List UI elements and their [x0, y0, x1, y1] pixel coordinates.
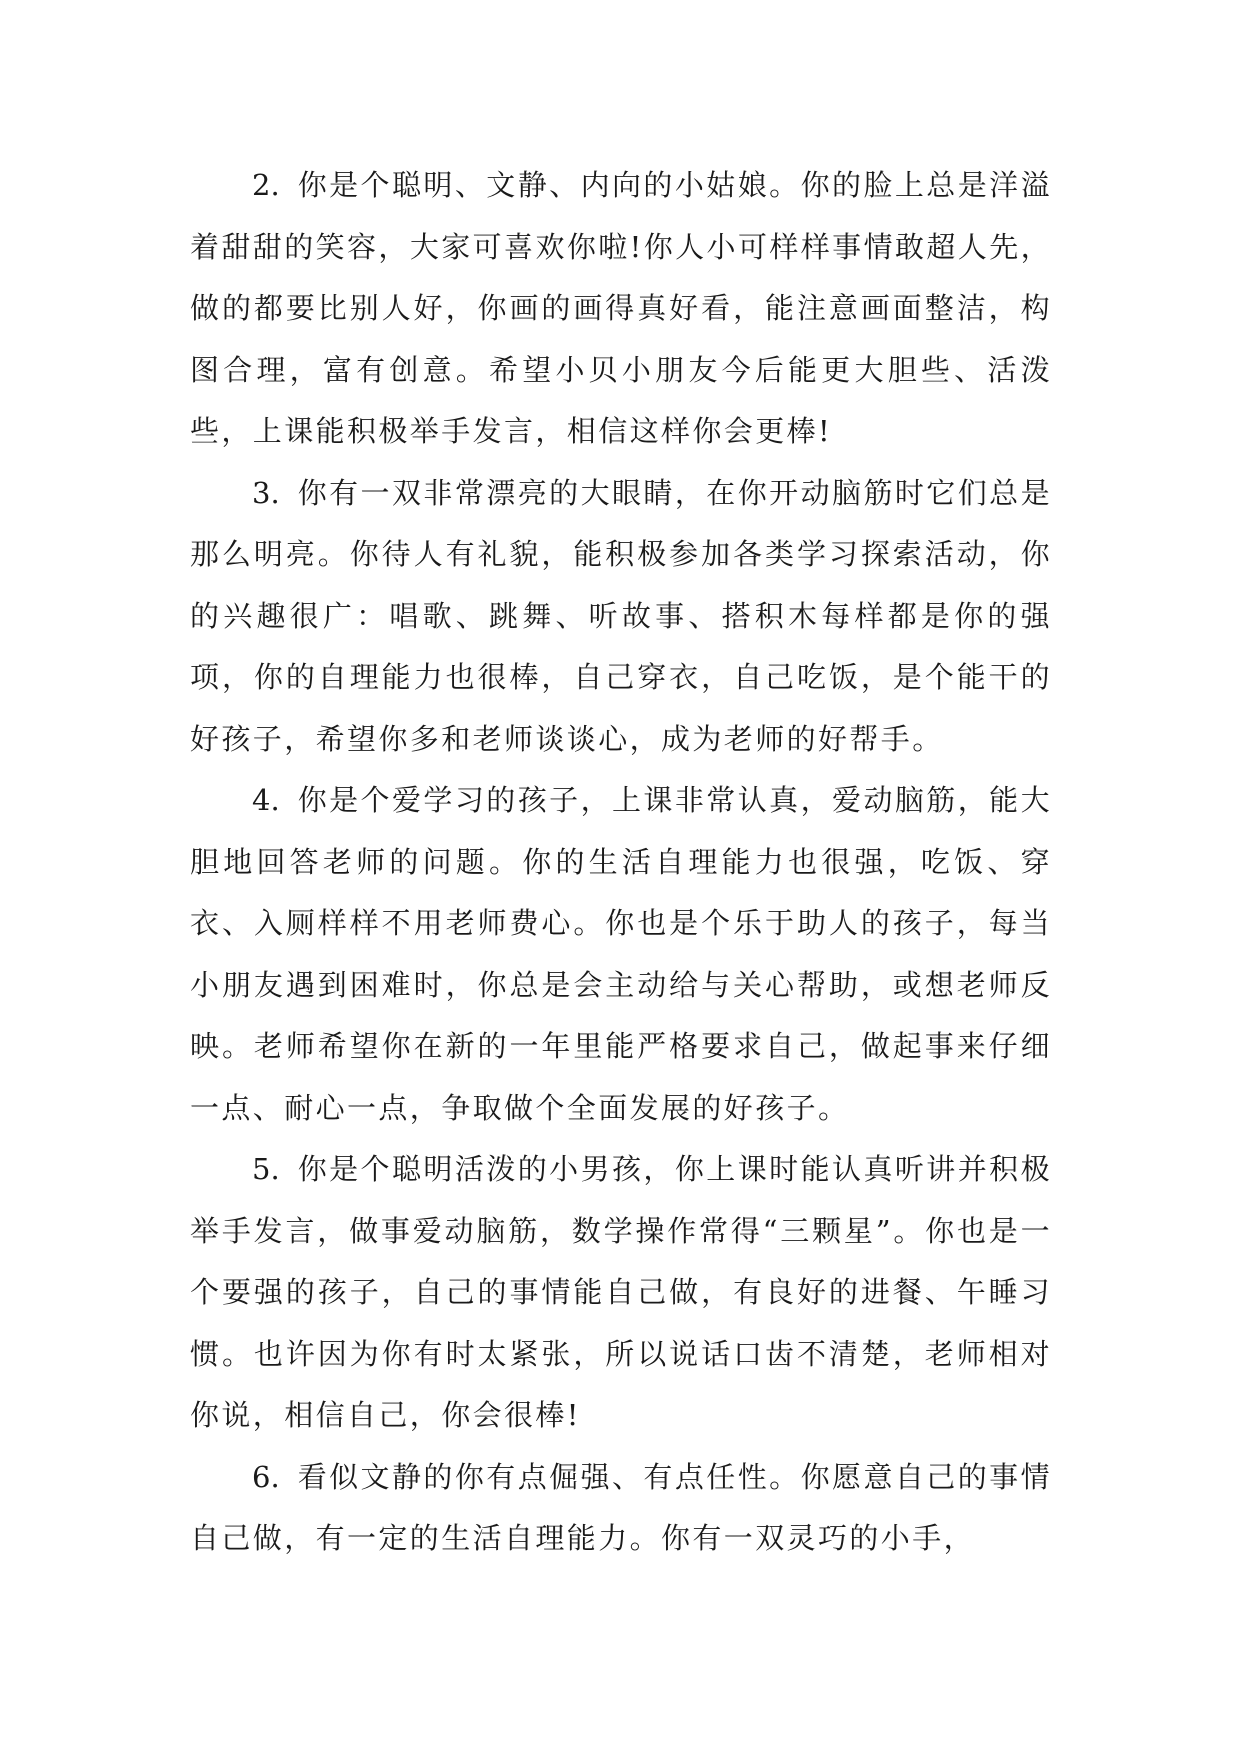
paragraph-text: 你是个聪明、文静、内向的小姑娘。你的脸上总是洋溢着甜甜的笑容，大家可喜欢你啦!你人小可样样事情敢超人先，做的都要比别人好，你画的画得真好看，能注意画面整洁，构图合理，富有创意。希望小贝小朋友今后能更大胆些、活泼些，上课能积极举手发言，相信这样你会更棒! [190, 168, 1052, 448]
paragraph-text: 你是个聪明活泼的小男孩，你上课时能认真听讲并积极举手发言，做事爱动脑筋，数学操作常得“三颗星”。你也是一个要强的孩子，自己的事情能自己做，有良好的进餐、午睡习惯。也许因为你有时太紧张，所以说话口齿不清楚，老师相对你说，相信自己，你会很棒! [190, 1152, 1052, 1432]
paragraph-4 [190, 770, 1052, 1139]
paragraph-6 [190, 1447, 1052, 1570]
paragraph-text: 你有一双非常漂亮的大眼睛，在你开动脑筋时它们总是那么明亮。你待人有礼貌，能积极参加各类学习探索活动，你的兴趣很广：唱歌、跳舞、听故事、搭积木每样都是你的强项，你的自理能力也很棒，自己穿衣，自己吃饭，是个能干的好孩子，希望你多和老师谈谈心，成为老师的好帮手。 [190, 475, 1052, 756]
paragraph-3 [190, 463, 1052, 771]
document-body [190, 155, 1052, 1570]
paragraph-number: 6. [252, 1459, 280, 1494]
paragraph-number: 4. [252, 783, 280, 817]
paragraph-text: 你是个爱学习的孩子，上课非常认真，爱动脑筋，能大胆地回答老师的问题。你的生活自理能力也很强，吃饭、穿衣、入厕样样不用老师费心。你也是个乐于助人的孩子，每当小朋友遇到困难时，你总是会主动给与关心帮助，或想老师反映。老师希望你在新的一年里能严格要求自己，做起事来仔细一点、耐心一点，争取做个全面发展的好孩子。 [190, 783, 1052, 1125]
paragraph-2 [190, 155, 1052, 463]
paragraph-number: 3. [252, 475, 280, 510]
paragraph-text: 看似文静的你有点倔强、有点任性。你愿意自己的事情自己做，有一定的生活自理能力。你有一双灵巧的小手， [190, 1459, 1052, 1555]
paragraph-number: 5. [252, 1152, 280, 1186]
paragraph-number: 2. [252, 168, 280, 202]
paragraph-5 [190, 1139, 1052, 1447]
